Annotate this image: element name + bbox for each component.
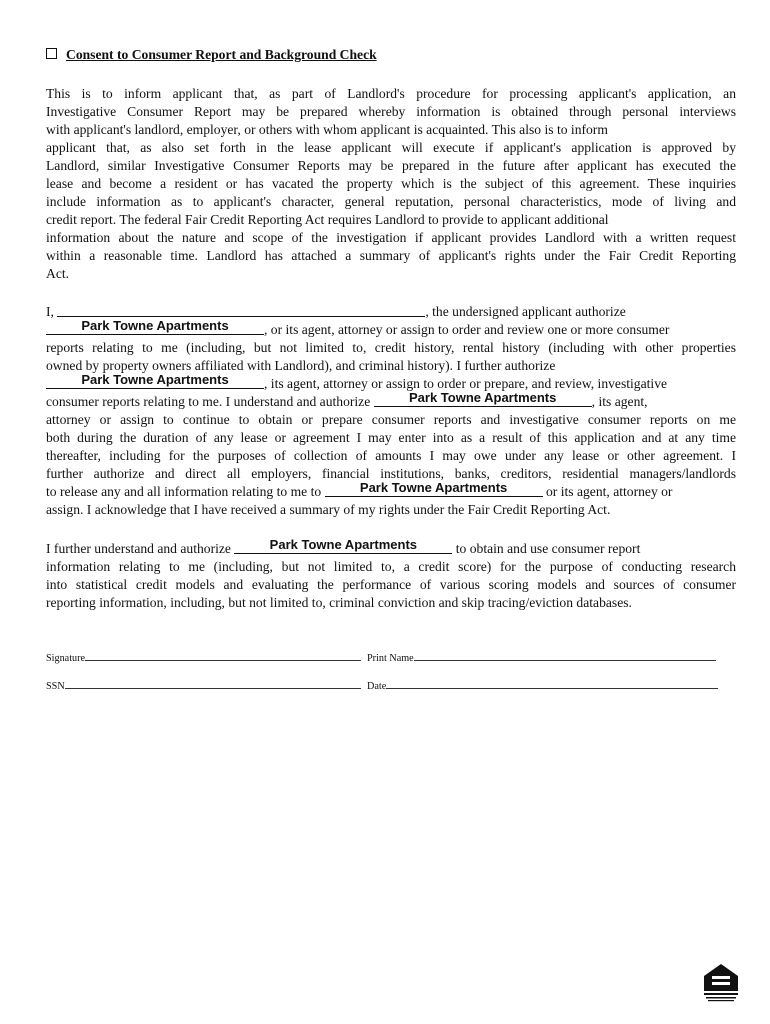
empty-checkbox-icon[interactable] xyxy=(46,48,57,59)
signature-field[interactable] xyxy=(85,651,361,661)
paragraph-line: information about the nature and scope of the investigation if applicant provides Landlord with a written request xyxy=(46,230,736,245)
applicant-name-field[interactable] xyxy=(57,303,425,317)
paragraph-line: I, , the undersigned applicant authorize xyxy=(46,304,626,319)
company-name-field[interactable] xyxy=(46,372,264,389)
paragraph-line: Landlord, similar Investigative Consumer Reports may be prepared in the future after applicant has executed the xyxy=(46,158,736,173)
paragraph-line: Park Towne Apartments , its agent, attorney or assign to order or prepare, and review, investigative xyxy=(46,375,736,393)
date-label: Date xyxy=(367,681,387,692)
paragraph-line: information relating to me (including, but not limited to, a credit score) for the purpose of conducting research xyxy=(46,559,736,574)
company-name-field[interactable] xyxy=(374,390,592,407)
company-name-field[interactable] xyxy=(46,318,264,335)
company-name-field[interactable] xyxy=(325,480,543,497)
company-name-value: Park Towne Apartments xyxy=(81,318,229,333)
paragraph-line: with applicant's landlord, employer, or others with whom applicant is acquainted. This also is to inform xyxy=(46,122,608,137)
paragraph-line: credit report. The federal Fair Credit Reporting Act requires Landlord to provide to applicant additional xyxy=(46,212,609,227)
paragraph-line: This is to inform applicant that, as part of Landlord's procedure for processing applicant's application, an xyxy=(46,86,736,101)
print-name-row xyxy=(367,651,716,664)
paragraph-line: thereafter, including for the purposes of collection of amounts I may owe under any lease or other agreement. I xyxy=(46,448,736,463)
paragraph-line: owned by property owners affiliated with Landlord), and criminal history). I further authorize xyxy=(46,358,556,373)
print-name-label: Print Name xyxy=(367,653,414,664)
date-row xyxy=(367,679,718,692)
paragraph-line: Investigative Consumer Report may be prepared whereby information is obtained through personal interviews xyxy=(46,104,736,119)
signature-row xyxy=(46,651,361,664)
company-name-value: Park Towne Apartments xyxy=(269,537,418,552)
paragraph-line: reports relating to me (including, but not limited to, credit history, rental history (including with other properties xyxy=(46,340,736,355)
paragraph-line: both during the duration of any lease or agreement I may enter into as a result of this application and at any time xyxy=(46,430,736,445)
paragraph-line: within a reasonable time. Landlord has attached a summary of applicant's rights under the Fair Credit Reporting xyxy=(46,248,736,263)
company-name-value: Park Towne Apartments xyxy=(359,480,508,495)
paragraph-line: consumer reports relating to me. I understand and authorize Park Towne Apartments , its agent, xyxy=(46,390,648,409)
paragraph-line: into statistical credit models and evaluating the performance of various scoring models and sources of consumer xyxy=(46,577,736,592)
section-heading xyxy=(46,47,377,63)
paragraph-line: applicant that, as also set forth in the lease applicant will execute if applicant's application is approved by xyxy=(46,140,736,155)
paragraph-line: assign. I acknowledge that I have received a summary of my rights under the Fair Credit Reporting Act. xyxy=(46,502,611,517)
paragraph-line: I further understand and authorize Park Towne Apartments to obtain and use consumer report xyxy=(46,537,641,556)
paragraph-line: Act. xyxy=(46,266,70,281)
paragraph-line: include information as to applicant's character, general reputation, personal characteristics, mode of living and xyxy=(46,194,736,209)
company-name-value: Park Towne Apartments xyxy=(408,390,557,405)
date-field[interactable] xyxy=(386,679,718,689)
paragraph-line: reporting information, including, but not limited to, criminal conviction and skip tracing/eviction databases. xyxy=(46,595,632,610)
equal-housing-opportunity-icon xyxy=(701,962,741,1002)
ssn-row xyxy=(46,679,361,692)
signature-label: Signature xyxy=(46,653,86,664)
paragraph-line: lease and become a resident or has vacated the property which is the subject of this agreement. These inquiries xyxy=(46,176,736,191)
paragraph-line: further authorize and direct all employers, financial institutions, banks, creditors, residential managers/landlords xyxy=(46,466,736,481)
ssn-field[interactable] xyxy=(65,679,361,689)
paragraph-line: attorney or assign to continue to obtain or prepare consumer reports and investigative consumer reports on me xyxy=(46,412,736,427)
company-name-field[interactable] xyxy=(234,537,452,554)
print-name-field[interactable] xyxy=(414,651,716,661)
section-title: Consent to Consumer Report and Background Check xyxy=(66,47,377,62)
paragraph-line: Park Towne Apartments , or its agent, attorney or assign to order and review one or more consumer xyxy=(46,321,736,339)
company-name-value: Park Towne Apartments xyxy=(81,372,229,387)
ssn-label: SSN xyxy=(46,681,65,692)
paragraph-line: to release any and all information relating to me to Park Towne Apartments or its agent, attorney or xyxy=(46,480,673,499)
